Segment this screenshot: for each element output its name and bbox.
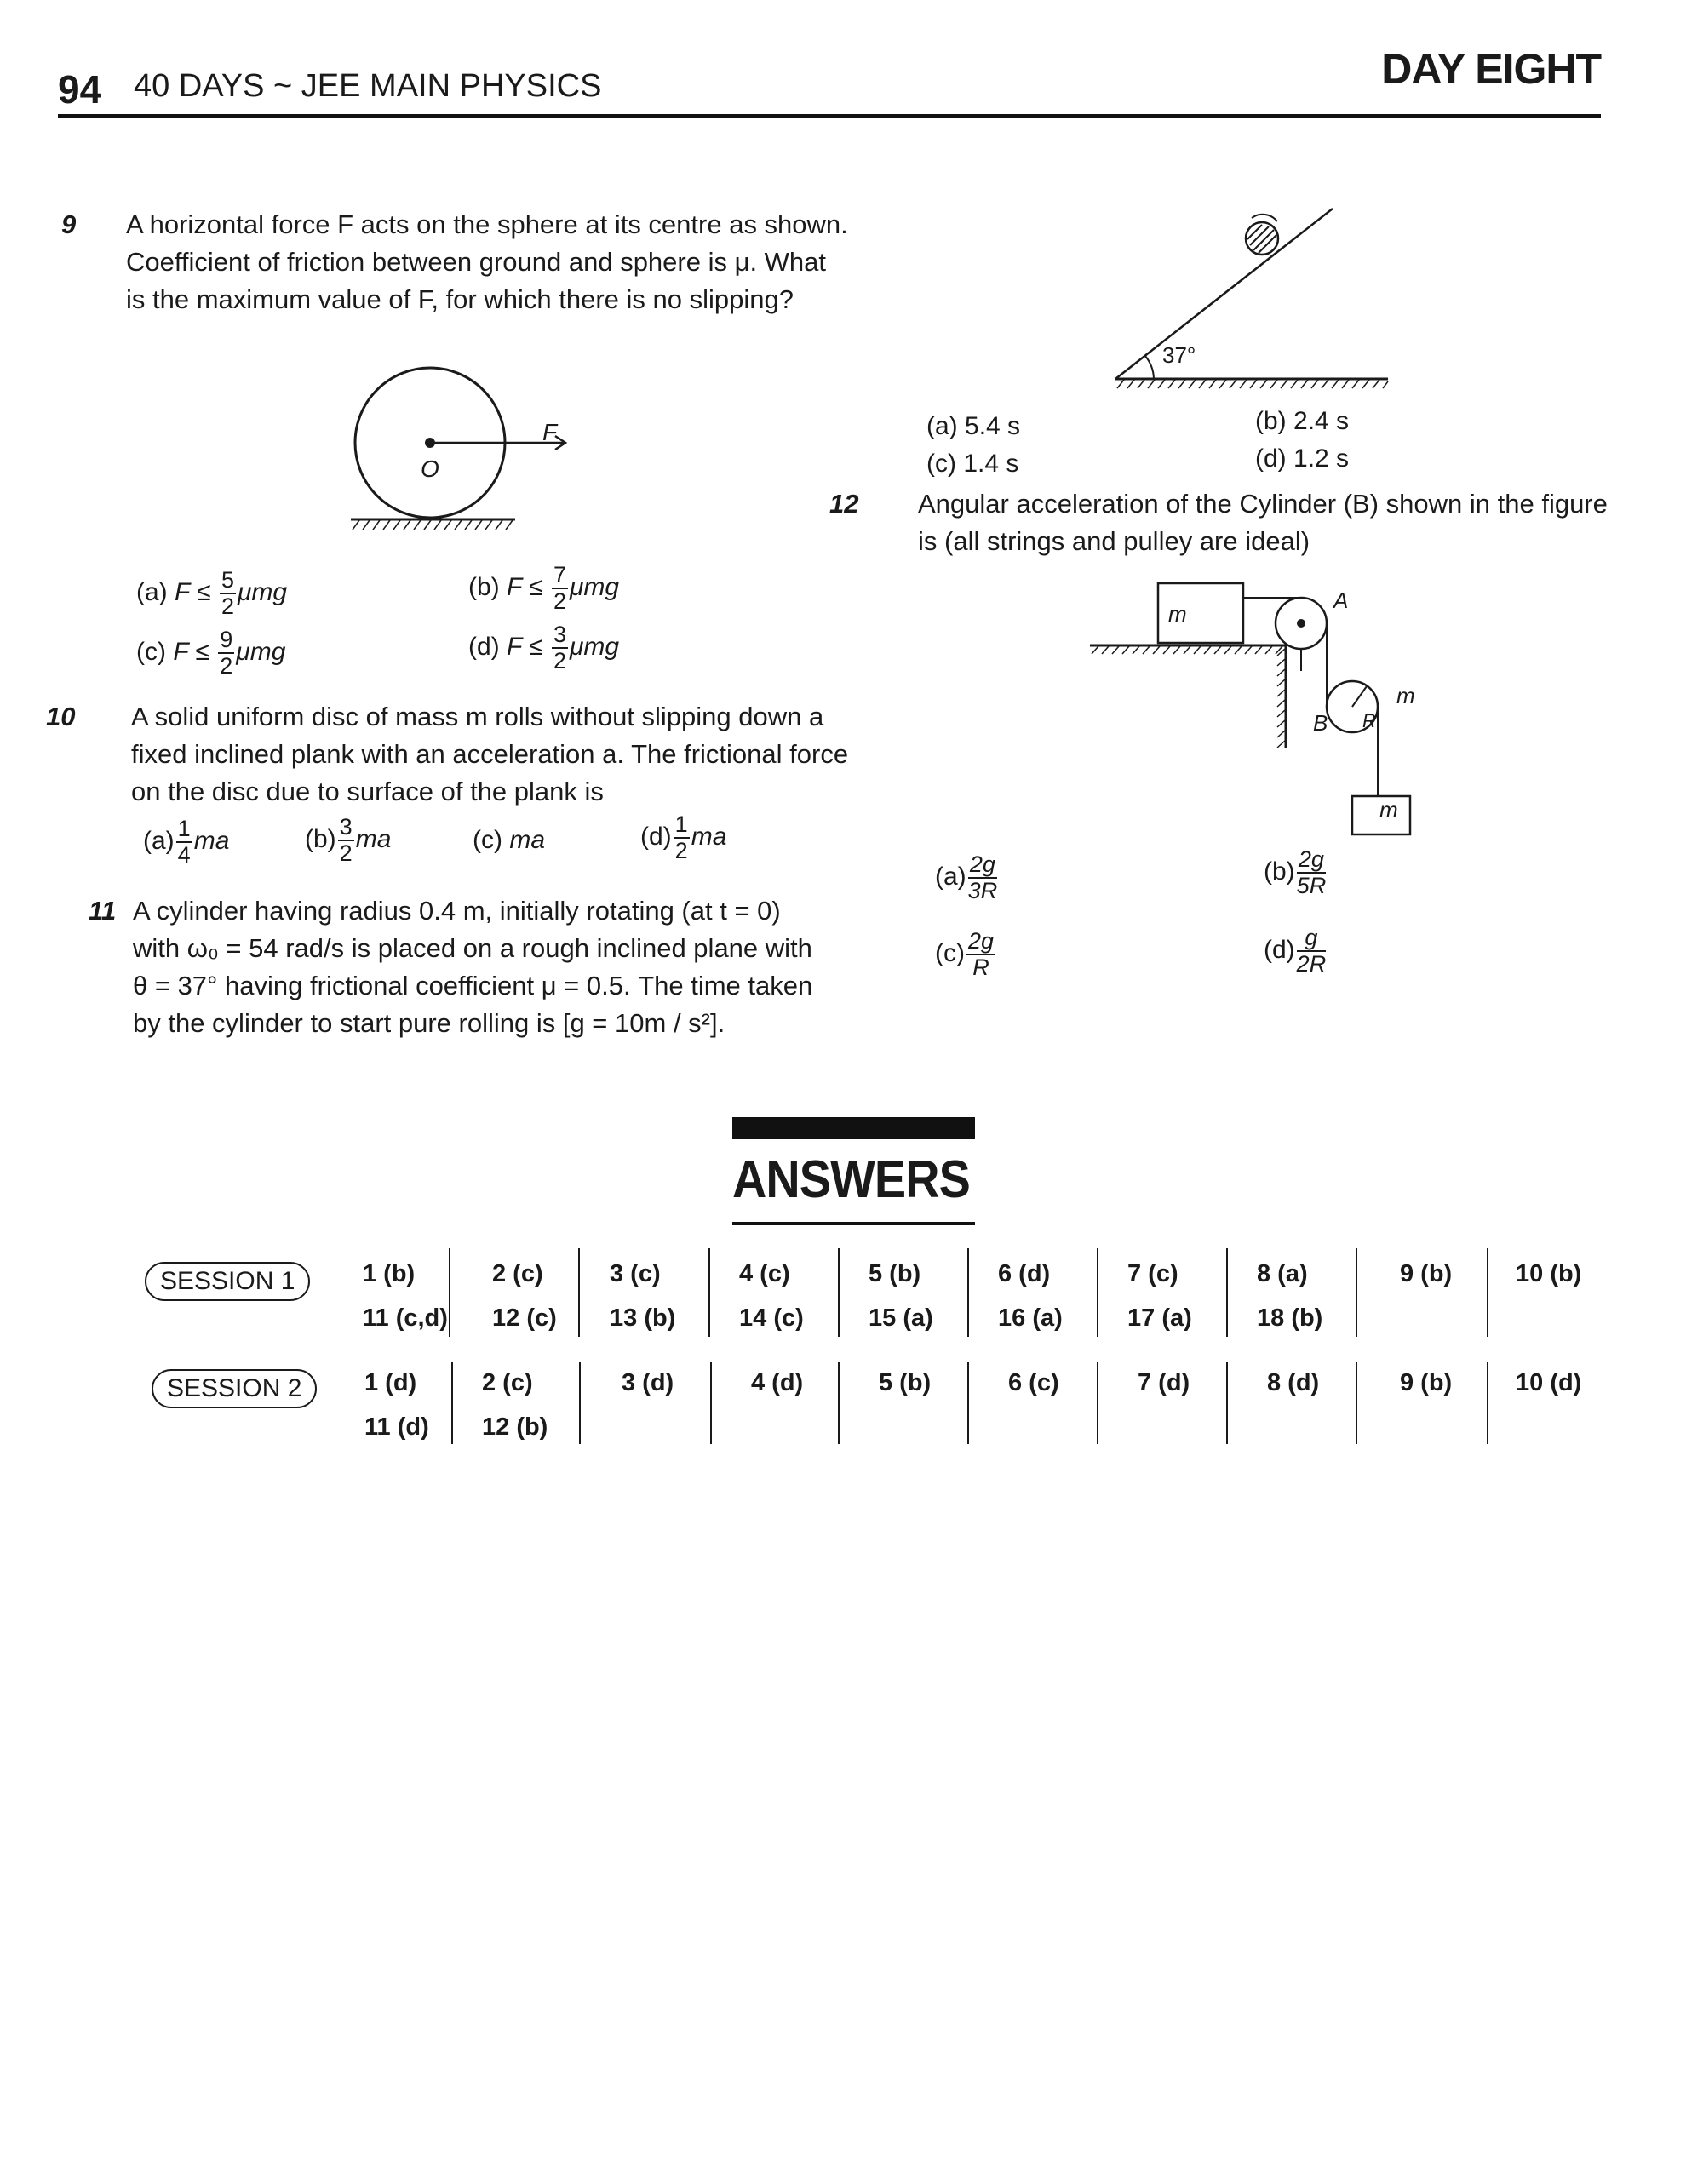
answer-cell: 3 (d) bbox=[622, 1369, 674, 1396]
question-number: 9 bbox=[61, 209, 77, 239]
sphere-figure bbox=[341, 366, 596, 553]
angle-arc bbox=[1145, 356, 1154, 379]
cylinder-label: B bbox=[1313, 710, 1328, 736]
radius-line bbox=[1352, 686, 1367, 707]
session-1-answers bbox=[0, 1243, 1686, 1345]
session-2-answers bbox=[0, 1352, 1686, 1454]
q12-option-a[interactable]: (a) $\frac{2g}{3R}$ bbox=[935, 851, 998, 903]
session-1-badge: SESSION 1 bbox=[145, 1262, 310, 1301]
question-number: 11 bbox=[89, 896, 117, 926]
answer-cell: 2 (c) 12 (b) bbox=[482, 1369, 548, 1441]
answers-bar bbox=[732, 1117, 975, 1139]
header-rule bbox=[58, 114, 1601, 118]
ground-hatch bbox=[353, 520, 513, 530]
question-number: 10 bbox=[46, 702, 76, 731]
q11-option-d[interactable]: (d) 1.2 s bbox=[1255, 444, 1350, 473]
page-number: 94 bbox=[58, 67, 102, 112]
question-10 bbox=[46, 698, 880, 811]
answer-cell: 1 (d) 11 (d) bbox=[364, 1369, 429, 1441]
q11-line-2: with ω₀ = 54 rad/s is placed on a rough inclined plane with bbox=[133, 933, 812, 963]
rotation-arrow bbox=[1252, 215, 1277, 221]
q12-option-d[interactable]: (d) $\frac{g}{2R}$ bbox=[1264, 925, 1327, 977]
answer-cell: 5 (b) bbox=[879, 1369, 932, 1396]
answer-cell: 10 (b) bbox=[1516, 1260, 1582, 1287]
incline-ground-hatch bbox=[1117, 380, 1388, 388]
pulley-label: A bbox=[1333, 588, 1349, 613]
q9-option-d[interactable]: (d) F ≤ $\frac{3}{2}$ μmg bbox=[468, 622, 620, 674]
question-text: A solid uniform disc of mass m rolls without slipping down a fixed inclined plank with an acceleration a. The frictional force on the disc due to surface of the plank is bbox=[131, 702, 849, 806]
answer-cell: 4 (d) bbox=[751, 1369, 804, 1396]
incline-figure bbox=[1107, 204, 1396, 392]
cylinder-mass: m bbox=[1396, 683, 1415, 708]
answer-cell: 2 (c) 12 (c) bbox=[492, 1260, 557, 1332]
q9-option-c[interactable]: (c) F ≤ $\frac{9}{2}$ μmg bbox=[136, 627, 286, 679]
table-hatch bbox=[1092, 646, 1282, 654]
book-title: 40 DAYS ~ JEE MAIN PHYSICS bbox=[134, 68, 602, 104]
question-text: A horizontal force F acts on the sphere at its centre as shown. Coefficient of friction between ground and sphere is μ. What is the maximum value of F, for which there is no slipping? bbox=[126, 209, 848, 314]
answer-cell: 9 (b) bbox=[1400, 1369, 1453, 1396]
q10-option-a[interactable]: (a) $\frac{1}{4}$ ma bbox=[143, 816, 230, 868]
q12-option-b[interactable]: (b) $\frac{2g}{5R}$ bbox=[1264, 846, 1327, 898]
answer-cell: 1 (b) 11 (c,d) bbox=[363, 1260, 448, 1332]
session-2-badge: SESSION 2 bbox=[152, 1369, 317, 1408]
q12-option-c[interactable]: (c) $\frac{2g}{R}$ bbox=[935, 928, 995, 980]
q11-line-1: A cylinder having radius 0.4 m, initially rotating (at t = 0) bbox=[133, 896, 781, 926]
q10-option-b[interactable]: (b) $\frac{3}{2}$ ma bbox=[305, 814, 392, 866]
q11-line-3: θ = 37° having frictional coefficient μ = 0.5. The time taken bbox=[133, 971, 813, 1000]
pulley-axle bbox=[1297, 619, 1305, 628]
answer-cell: 9 (b) bbox=[1400, 1260, 1453, 1287]
q10-option-d[interactable]: (d) $\frac{1}{2}$ ma bbox=[640, 811, 727, 863]
answer-cell: 10 (d) bbox=[1516, 1369, 1582, 1396]
answer-cell: 6 (d) 16 (a) bbox=[998, 1260, 1063, 1332]
question-text: Angular acceleration of the Cylinder (B) shown in the figure is (all strings and pulley are ideal) bbox=[918, 489, 1608, 556]
question-11 bbox=[89, 892, 855, 1042]
q10-option-c[interactable]: (c) ma bbox=[473, 826, 546, 854]
answer-cell: 4 (c) 14 (c) bbox=[739, 1260, 804, 1332]
day-label: DAY EIGHT bbox=[1381, 45, 1601, 93]
force-label: F bbox=[542, 419, 558, 445]
q11-option-a[interactable]: (a) 5.4 s bbox=[926, 412, 1021, 440]
hanging-block-mass: m bbox=[1379, 797, 1398, 823]
answer-cell: 7 (d) bbox=[1138, 1369, 1190, 1396]
incline-line bbox=[1115, 209, 1333, 379]
q11-option-b[interactable]: (b) 2.4 s bbox=[1255, 407, 1350, 435]
question-number: 12 bbox=[829, 489, 859, 519]
angle-label: 37° bbox=[1162, 342, 1196, 368]
answer-cell: 3 (c) 13 (b) bbox=[610, 1260, 676, 1332]
wall-hatch bbox=[1277, 649, 1285, 748]
answer-cell: 7 (c) 17 (a) bbox=[1127, 1260, 1192, 1332]
q11-line-4: by the cylinder to start pure rolling is [g = 10m / s²]. bbox=[133, 1008, 725, 1038]
answer-cell: 6 (c) bbox=[1008, 1369, 1059, 1396]
answers-rule bbox=[732, 1222, 975, 1225]
q9-option-a[interactable]: (a) F ≤ $\frac{5}{2}$ μmg bbox=[136, 567, 288, 619]
radius-label: R bbox=[1362, 710, 1376, 731]
centre-label: O bbox=[421, 456, 439, 482]
question-12 bbox=[829, 485, 1625, 560]
top-block-mass: m bbox=[1168, 601, 1187, 627]
answers-title: ANSWERS bbox=[732, 1150, 970, 1209]
answer-cell: 5 (b) 15 (a) bbox=[869, 1260, 933, 1332]
answer-cell: 8 (a) 18 (b) bbox=[1257, 1260, 1323, 1332]
q9-option-b[interactable]: (b) F ≤ $\frac{7}{2}$ μmg bbox=[468, 562, 620, 614]
answer-cell: 8 (d) bbox=[1267, 1369, 1320, 1396]
q11-option-c[interactable]: (c) 1.4 s bbox=[926, 450, 1019, 478]
question-9 bbox=[61, 206, 850, 318]
cylinder-hatch bbox=[1247, 225, 1276, 253]
